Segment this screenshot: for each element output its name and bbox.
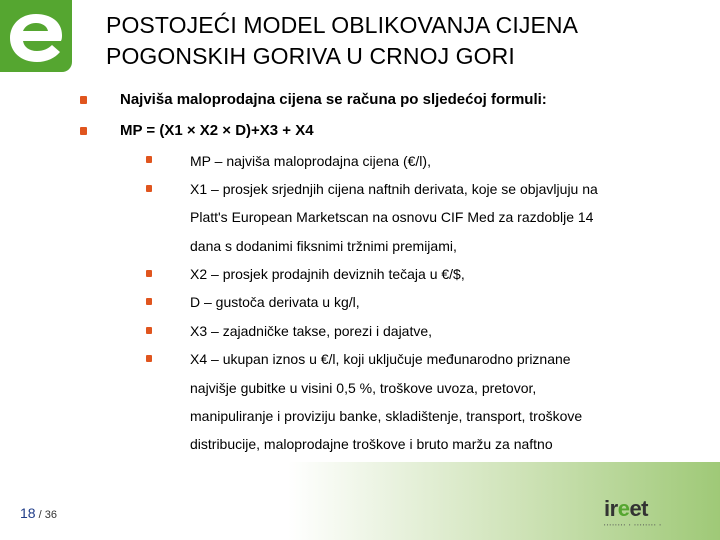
e-logo-glyph (0, 0, 72, 72)
square-bullet-icon (146, 355, 152, 362)
title-line-2: POGONSKIH GORIVA U CRNOJ GORI (106, 43, 515, 69)
ireet-logo-text (604, 498, 648, 520)
bullet-formula: MP = (X1 × X2 × D)+X3 + X4 (120, 122, 314, 139)
definition-x1-line3: dana s dodanimi fiksnimi tržnimi premijami, (190, 238, 457, 254)
definition-d: D – gustoča derivata u kg/l, (190, 294, 360, 310)
definition-x4-line2: najvišje gubitke u visini 0,5 %, troškove uvoza, pretovor, (190, 380, 537, 396)
square-bullet-icon (146, 298, 152, 305)
definition-mp: MP – najviša maloprodajna cijena (€/l), (190, 153, 431, 169)
square-bullet-icon (146, 327, 152, 334)
definition-x1-line1: X1 – prosjek srjednjih cijena naftnih derivata, koje se objavljuju na (190, 181, 598, 197)
title-line-1: POSTOJEĆI MODEL OBLIKOVANJA CIJENA (106, 12, 579, 38)
ireet-logo-text-c: et (629, 496, 648, 521)
ireet-logo-text-a: ir (604, 496, 618, 521)
ireet-logo-tagline: ▪▪▪▪▪▪▪▪ ▪ ▪▪▪▪▪▪▪▪ ▪ (604, 522, 663, 527)
page-current: 18 (20, 505, 36, 521)
ireet-logo (604, 498, 676, 530)
ireet-logo-text-b: e (617, 496, 630, 521)
definition-x1-line2: Platt's European Marketscan na osnovu CIF Med za razdoblje 14 (190, 209, 594, 225)
e-logo-icon (0, 0, 72, 72)
definition-x4-line3: manipuliranje i proviziju banke, skladištenje, transport, troškove (190, 408, 583, 424)
page-total: / 36 (35, 509, 57, 521)
square-bullet-icon (80, 96, 87, 104)
definition-x3: X3 – zajadničke takse, porezi i dajatve, (190, 323, 433, 339)
definition-x2: X2 – prosjek prodajnih deviznih tečaja u €/$, (190, 266, 465, 282)
square-bullet-icon (146, 270, 152, 277)
definition-x4-line1: X4 – ukupan iznos u €/l, koji uključuje međunarodno priznane (190, 351, 571, 367)
bullet-formula-intro: Najviša maloprodajna cijena se računa po sljedećoj formuli: (120, 91, 547, 108)
page-title (106, 10, 706, 72)
square-bullet-icon (146, 156, 152, 163)
page-number (20, 505, 57, 521)
definition-x4-line4: distribucije, maloprodajne troškove i bruto maržu za naftno (190, 436, 553, 452)
square-bullet-icon (80, 127, 87, 135)
square-bullet-icon (146, 185, 152, 192)
